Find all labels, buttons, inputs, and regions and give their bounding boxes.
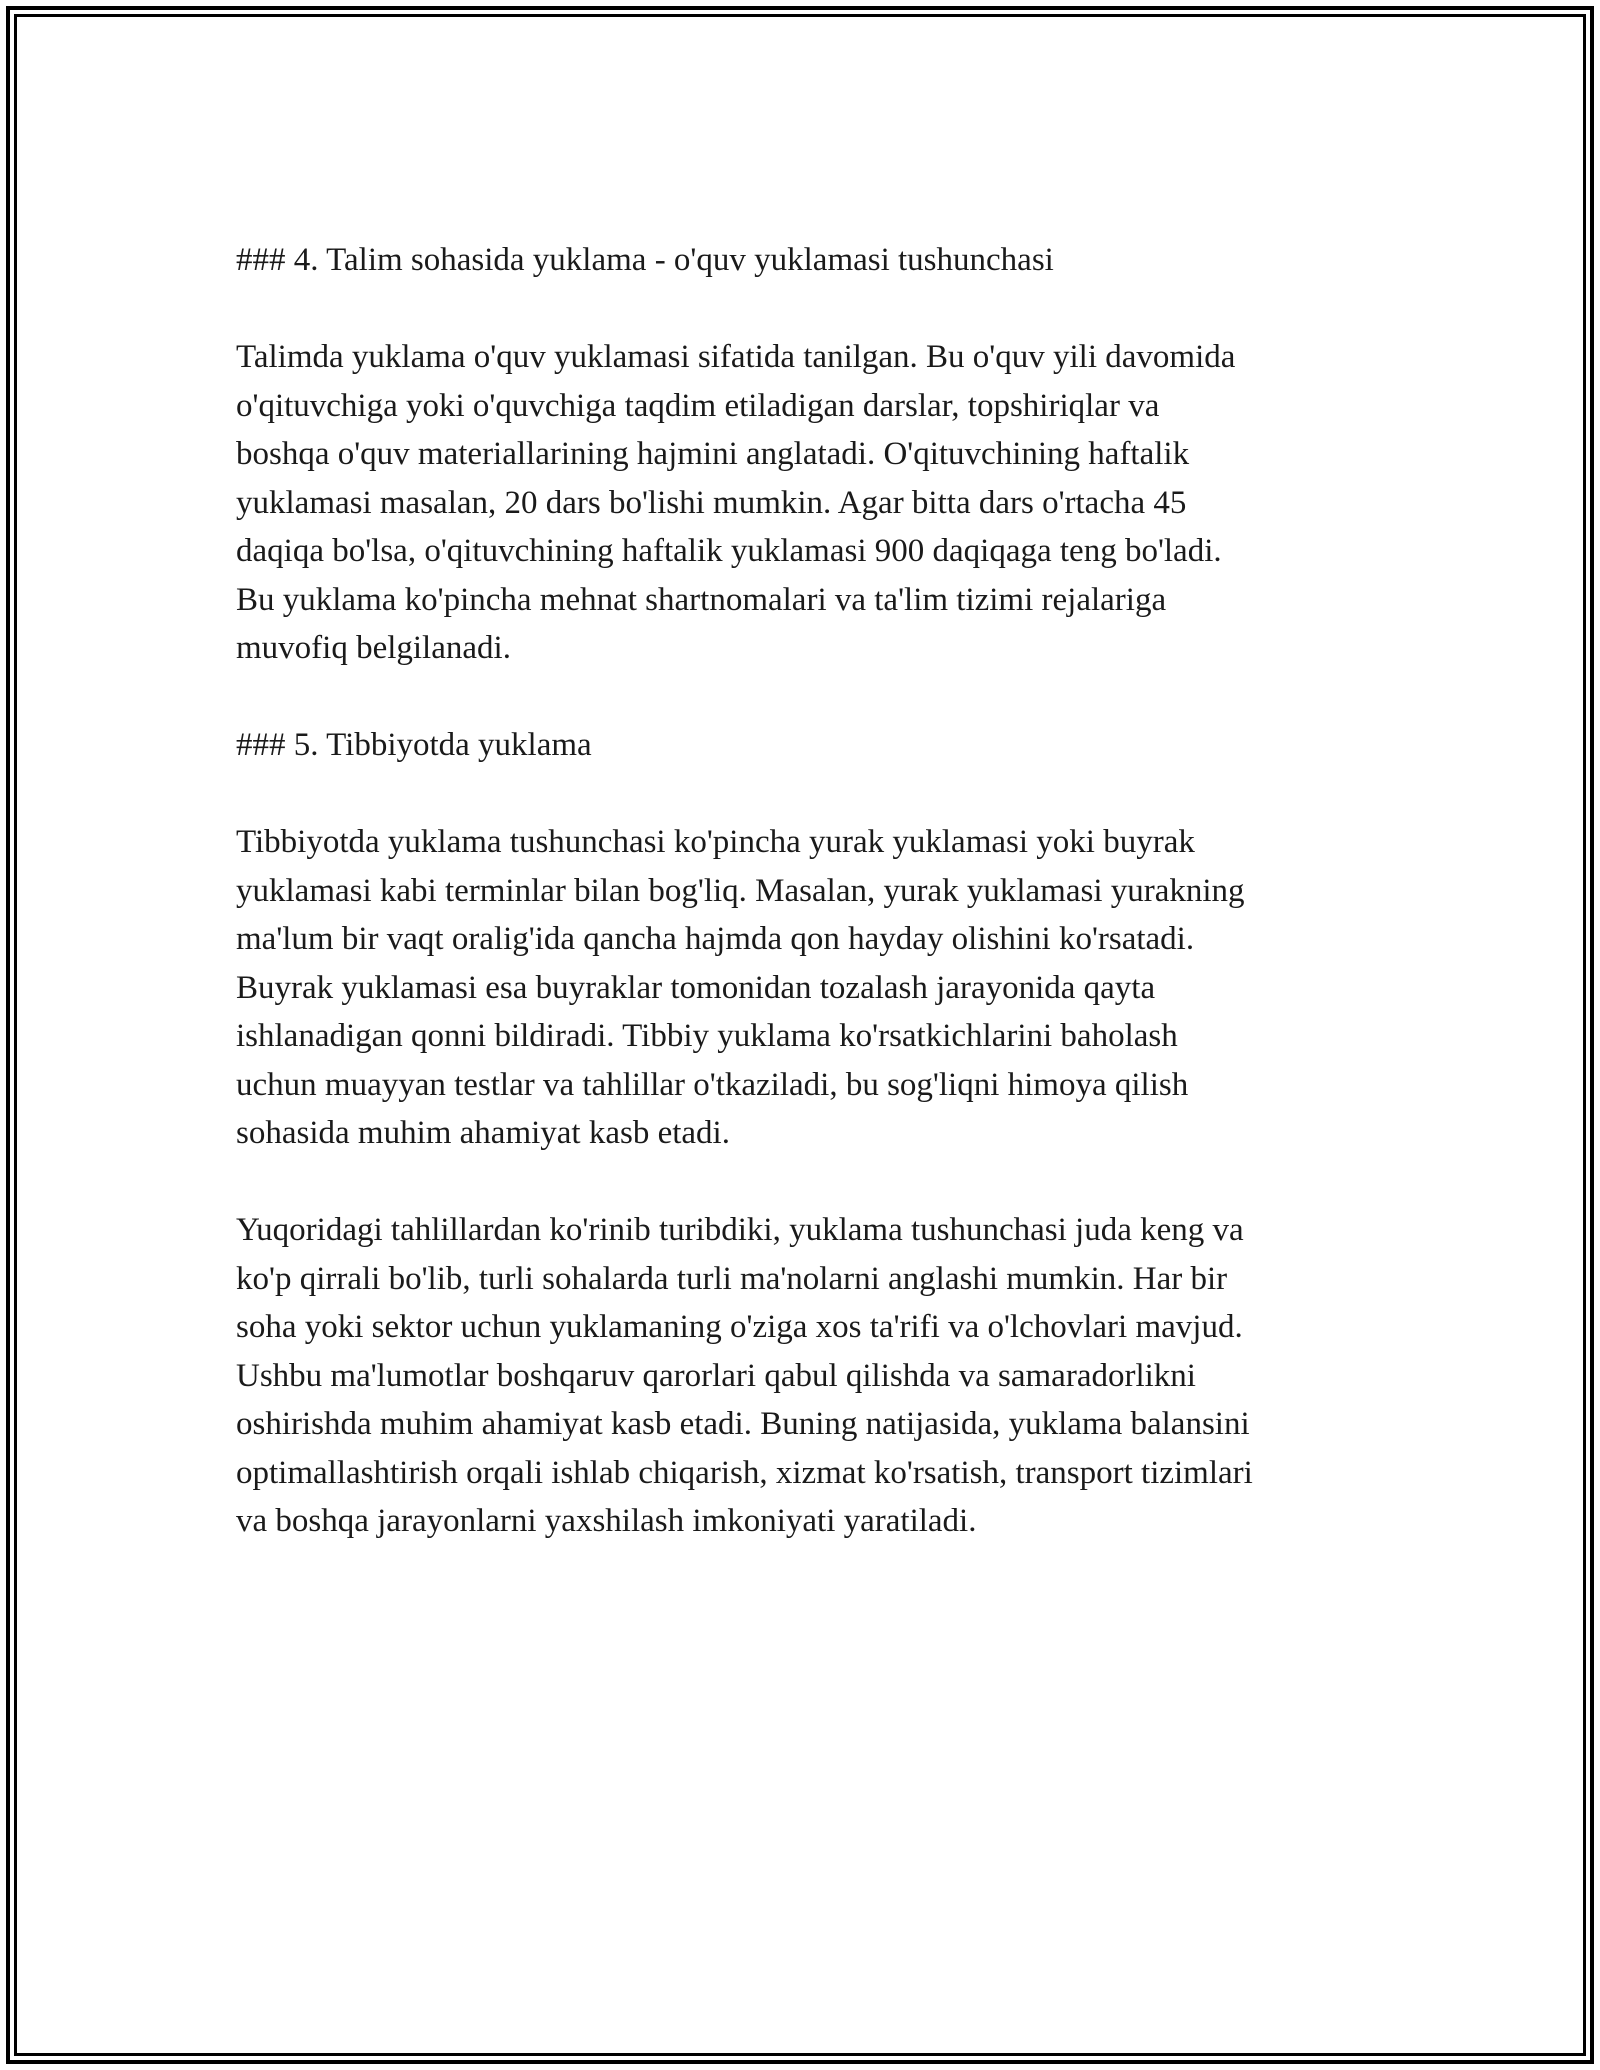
paragraph-line: Bu yuklama ko'pincha mehnat shartnomalari va ta'lim tizimi rejalariga bbox=[236, 581, 1167, 618]
paragraph-line: yuklamasi kabi terminlar bilan bog'liq. Masalan, yurak yuklamasi yurakning bbox=[236, 872, 1245, 909]
paragraph-line: Talimda yuklama o'quv yuklamasi sifatida tanilgan. Bu o'quv yili davomida bbox=[236, 339, 1236, 375]
paragraph-line: daqiqa bo'lsa, o'qituvchining haftalik yuklamasi 900 daqiqaga teng bo'ladi. bbox=[236, 533, 1222, 569]
paragraph-line: soha yoki sektor uchun yuklamaning o'ziga xos ta'rifi va o'lchovlari mavjud. bbox=[236, 1309, 1243, 1345]
paragraph-line: Buyrak yuklamasi esa buyraklar tomonidan tozalash jarayonida qayta bbox=[236, 969, 1156, 1006]
paragraph-line: o'qituvchiga yoki o'quvchiga taqdim etiladigan darslar, topshiriqlar va bbox=[236, 387, 1160, 424]
heading-text: ### 4. Talim sohasida yuklama - o'quv yuklamasi tushunchasi bbox=[236, 242, 1054, 278]
paragraph-line: Yuqoridagi tahlillardan ko'rinib turibdiki, yuklama tushunchasi juda keng va bbox=[236, 1212, 1244, 1248]
paragraph-line: optimallashtirish orqali ishlab chiqarish, xizmat ko'rsatish, transport tizimlari bbox=[236, 1454, 1253, 1491]
section-4-paragraph bbox=[236, 333, 1396, 673]
section-5-paragraph bbox=[236, 818, 1396, 1158]
paragraph-line: ma'lum bir vaqt oralig'ida qancha hajmda qon hayday olishini ko'rsatadi. bbox=[236, 921, 1195, 957]
conclusion-paragraph bbox=[236, 1206, 1396, 1546]
paragraph-line: Tibbiyotda yuklama tushunchasi ko'pincha yurak yuklamasi yoki buyrak bbox=[236, 824, 1195, 860]
paragraph-line: boshqa o'quv materiallarining hajmini anglatadi. O'qituvchining haftalik bbox=[236, 436, 1190, 472]
document-body bbox=[236, 236, 1396, 1594]
heading-text: ### 5. Tibbiyotda yuklama bbox=[236, 727, 592, 763]
paragraph-line: oshirishda muhim ahamiyat kasb etadi. Buning natijasida, yuklama balansini bbox=[236, 1406, 1250, 1442]
paragraph-line: yuklamasi masalan, 20 dars bo'lishi mumkin. Agar bitta dars o'rtacha 45 bbox=[236, 484, 1187, 521]
paragraph-line: ko'p qirrali bo'lib, turli sohalarda turli ma'nolarni anglashi mumkin. Har bir bbox=[236, 1260, 1228, 1297]
section-5-heading bbox=[236, 721, 1396, 770]
paragraph-line: ishlanadigan qonni bildiradi. Tibbiy yuklama ko'rsatkichlarini baholash bbox=[236, 1018, 1178, 1054]
paragraph-line: va boshqa jarayonlarni yaxshilash imkoniyati yaratiladi. bbox=[236, 1503, 977, 1539]
paragraph-line: Ushbu ma'lumotlar boshqaruv qarorlari qabul qilishda va samaradorlikni bbox=[236, 1357, 1196, 1394]
paragraph-line: sohasida muhim ahamiyat kasb etadi. bbox=[236, 1115, 730, 1151]
paragraph-line: uchun muayyan testlar va tahlillar o'tkaziladi, bu sog'liqni himoya qilish bbox=[236, 1066, 1189, 1103]
paragraph-line: muvofiq belgilanadi. bbox=[236, 630, 511, 666]
section-4-heading bbox=[236, 236, 1396, 285]
